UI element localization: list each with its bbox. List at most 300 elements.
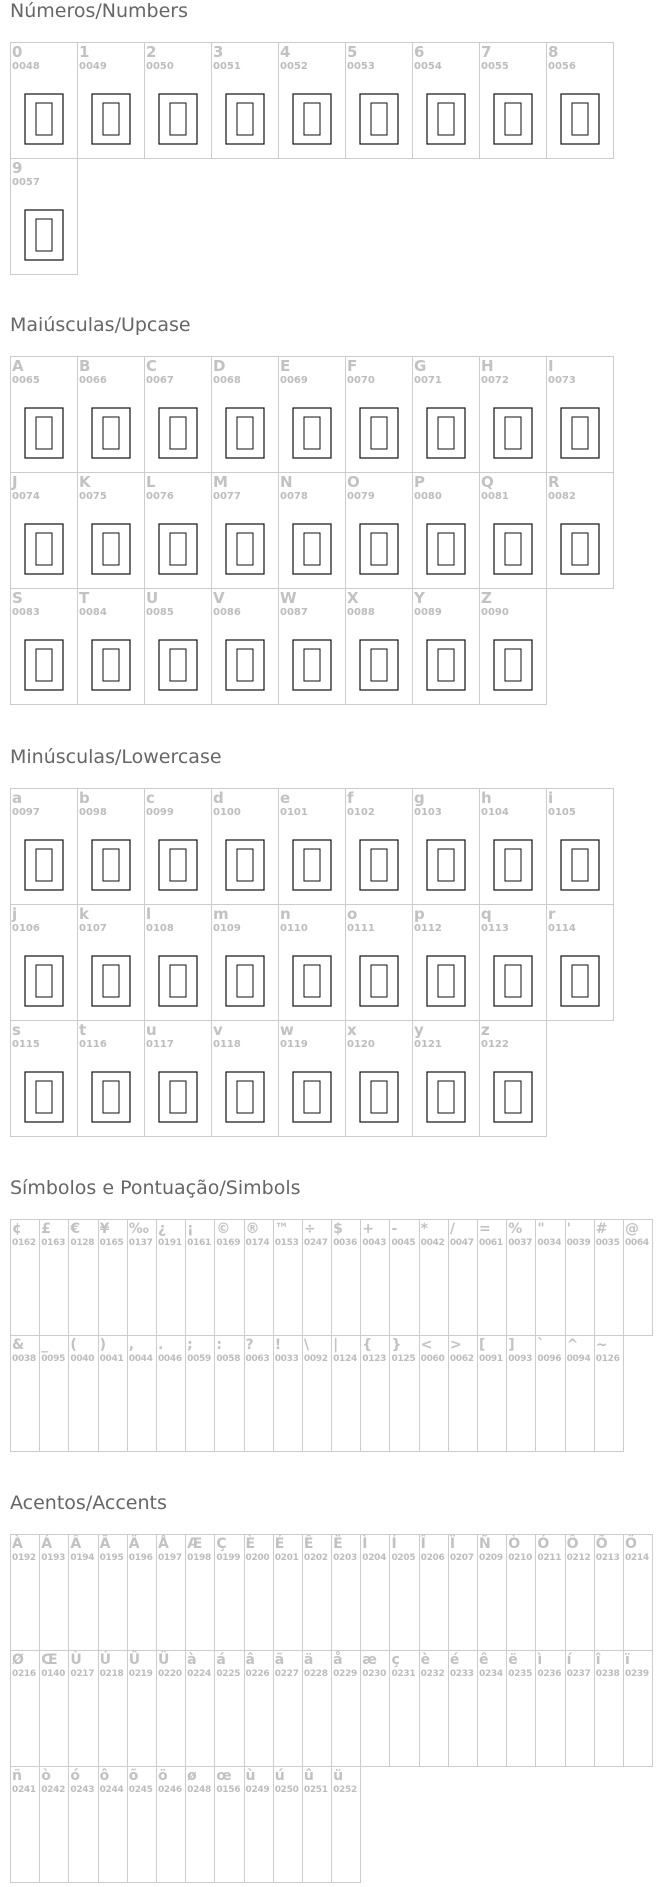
glyph-cell [127,1766,157,1883]
glyph-cell [68,1766,98,1883]
glyph-cell [127,1335,157,1452]
glyph-cell [98,1219,128,1336]
glyph-code-label: 0065 [12,375,40,386]
glyph-cell [506,1335,536,1452]
glyph-code-label: 0199 [216,1553,241,1563]
glyph-char-label: { [362,1337,373,1353]
glyph-char-label: ó [70,1768,80,1784]
glyph-cell [211,588,279,705]
glyph-cell [479,788,547,905]
glyph-cell [156,1335,186,1452]
glyph-char-label: ¡ [187,1221,194,1237]
glyph-cell [77,472,145,589]
glyph-cell [10,1219,40,1336]
glyph-char-label: ò [41,1768,51,1784]
glyph-char-label: ^ [566,1337,579,1353]
glyph-outline-icon [24,955,64,1007]
glyph-code-label: 0081 [481,491,509,502]
section-title-symbols: Símbolos e Pontuação/Simbols [10,1177,301,1199]
glyph-cell [331,1219,361,1336]
glyph-cell [278,356,346,473]
glyph-char-label: U [146,589,159,607]
glyph-char-label: © [216,1221,231,1237]
glyph-cell [412,42,480,159]
glyph-cell [448,1219,478,1336]
glyph-cell [623,1534,653,1651]
glyph-code-label: 0110 [280,923,308,934]
glyph-outline-icon [225,839,265,891]
glyph-char-label: S [12,589,23,607]
glyph-cell [477,1650,507,1767]
glyph-code-label: 0061 [479,1238,503,1248]
glyph-char-label: õ [128,1768,139,1784]
glyph-cell [39,1534,69,1651]
glyph-code-label: 0203 [333,1553,357,1563]
section-title-lowercase: Minúsculas/Lowercase [10,746,222,768]
glyph-cell [144,904,212,1021]
glyph-char-label: È [245,1536,256,1552]
glyph-cell [10,1650,40,1767]
glyph-code-label: 0229 [333,1669,357,1679]
glyph-char-label: 7 [481,43,492,61]
glyph-code-label: 0079 [347,491,375,502]
glyph-outline-icon [493,523,533,575]
glyph-code-label: 0047 [449,1238,474,1248]
glyph-char-label: Â [70,1536,82,1552]
glyph-char-label: ê [479,1652,489,1668]
glyph-char-label: k [79,905,89,923]
glyph-cell [448,1650,478,1767]
glyph-cell [594,1219,624,1336]
glyph-code-label: 0076 [146,491,174,502]
glyph-code-label: 0234 [479,1669,503,1679]
glyph-char-label: u [146,1021,157,1039]
glyph-code-label: 0140 [41,1669,66,1679]
glyph-cell [185,1650,215,1767]
glyph-code-label: 0067 [146,375,174,386]
glyph-char-label: ù [245,1768,256,1784]
glyph-code-label: 0120 [347,1039,375,1050]
glyph-char-label: 5 [347,43,358,61]
glyph-char-label: + [362,1221,374,1237]
glyph-outline-icon [359,639,399,691]
glyph-cell [10,42,78,159]
glyph-cell [360,1650,390,1767]
glyph-char-label: : [216,1337,222,1353]
glyph-cell [144,356,212,473]
glyph-char-label: Ø [12,1652,24,1668]
glyph-char-label: ™ [274,1221,289,1237]
glyph-char-label: ë [508,1652,518,1668]
glyph-char-label: < [420,1337,433,1353]
glyph-char-label: B [79,357,91,375]
glyph-code-label: 0078 [280,491,308,502]
glyph-cell [77,1020,145,1137]
glyph-char-label: d [213,789,224,807]
glyph-code-label: 0049 [79,61,107,72]
glyph-char-label: 3 [213,43,224,61]
glyph-char-label: $ [333,1221,343,1237]
glyph-cell [68,1650,98,1767]
glyph-char-label: Ó [537,1536,550,1552]
glyph-code-label: 0111 [347,923,375,934]
glyph-cell [331,1335,361,1452]
glyph-cell [565,1219,595,1336]
glyph-cell [302,1534,332,1651]
glyph-code-label: 0051 [213,61,241,72]
glyph-code-label: 0074 [12,491,40,502]
glyph-code-label: 0212 [566,1553,591,1563]
glyph-outline-icon [91,639,131,691]
glyph-char-label: Í [391,1536,397,1552]
glyph-char-label: ~ [595,1337,608,1353]
glyph-char-label: ? [245,1337,254,1353]
glyph-char-label: ‰ [128,1221,149,1237]
glyph-code-label: 0218 [99,1669,124,1679]
glyph-code-label: 0201 [274,1553,299,1563]
glyph-char-label: > [449,1337,462,1353]
glyph-outline-icon [493,93,533,145]
glyph-code-label: 0214 [624,1553,649,1563]
glyph-char-label: t [79,1021,87,1039]
glyph-code-label: 0099 [146,807,174,818]
glyph-cell [419,1534,449,1651]
glyph-cell [156,1650,186,1767]
glyph-cell [10,356,78,473]
glyph-outline-icon [292,93,332,145]
glyph-char-label: _ [41,1337,49,1353]
glyph-cell [214,1766,244,1883]
glyph-cell [185,1766,215,1883]
glyph-outline-icon [24,839,64,891]
glyph-cell [244,1766,274,1883]
glyph-cell [345,1020,413,1137]
glyph-cell [546,42,614,159]
glyph-code-label: 0055 [481,61,509,72]
glyph-code-label: 0210 [508,1553,533,1563]
glyph-char-label: T [79,589,90,607]
glyph-cell [77,588,145,705]
glyph-code-label: 0195 [99,1553,124,1563]
glyph-cell [278,788,346,905]
glyph-char-label: x [347,1021,357,1039]
glyph-char-label: J [12,473,18,491]
glyph-code-label: 0252 [333,1785,357,1795]
glyph-char-label: Ì [362,1536,368,1552]
glyph-outline-icon [426,93,466,145]
glyph-outline-icon [493,955,533,1007]
glyph-outline-icon [493,639,533,691]
glyph-char-label: @ [624,1221,639,1237]
glyph-code-label: 0137 [128,1238,153,1248]
glyph-code-label: 0059 [187,1354,211,1364]
glyph-char-label: 6 [414,43,425,61]
glyph-outline-icon [24,523,64,575]
glyph-char-label: ä [303,1652,314,1668]
glyph-code-label: 0209 [479,1553,503,1563]
glyph-code-label: 0126 [595,1354,620,1364]
glyph-code-label: 0100 [213,807,241,818]
glyph-cell [565,1335,595,1452]
glyph-outline-icon [493,839,533,891]
glyph-cell [10,1766,40,1883]
glyph-grid-lowercase [10,788,615,1136]
glyph-code-label: 0205 [391,1553,416,1563]
glyph-cell [477,1219,507,1336]
glyph-char-label: & [12,1337,25,1353]
glyph-outline-icon [359,1071,399,1123]
glyph-outline-icon [560,955,600,1007]
section-title-numbers: Números/Numbers [10,0,188,22]
glyph-char-label: Ï [449,1536,456,1552]
glyph-code-label: 0041 [99,1354,124,1364]
glyph-cell [412,356,480,473]
glyph-cell [77,356,145,473]
glyph-outline-icon [91,1071,131,1123]
glyph-char-label: î [595,1652,601,1668]
glyph-code-label: 0226 [245,1669,270,1679]
glyph-char-label: ï [624,1652,630,1668]
glyph-code-label: 0174 [245,1238,270,1248]
glyph-cell [345,356,413,473]
glyph-code-label: 0089 [414,607,442,618]
glyph-char-label: 9 [12,159,23,177]
glyph-char-label: C [146,357,158,375]
glyph-grid-upcase [10,356,615,704]
glyph-outline-icon [225,1071,265,1123]
glyph-code-label: 0116 [79,1039,107,1050]
glyph-cell [535,1534,565,1651]
glyph-cell [214,1219,244,1336]
glyph-cell [273,1766,303,1883]
glyph-char-label: ã [274,1652,285,1668]
glyph-code-label: 0044 [128,1354,153,1364]
glyph-cell [345,788,413,905]
glyph-cell [389,1650,419,1767]
glyph-cell [412,788,480,905]
glyph-code-label: 0217 [70,1669,95,1679]
glyph-char-label: À [12,1536,23,1552]
glyph-cell [546,904,614,1021]
glyph-char-label: i [548,789,554,807]
glyph-char-label: ì [537,1652,543,1668]
glyph-code-label: 0247 [303,1238,328,1248]
glyph-char-label: ÷ [303,1221,316,1237]
glyph-code-label: 0058 [216,1354,241,1364]
glyph-code-label: 0091 [479,1354,503,1364]
glyph-code-label: 0193 [41,1553,66,1563]
glyph-cell [68,1534,98,1651]
glyph-code-label: 0244 [99,1785,124,1795]
glyph-code-label: 0197 [157,1553,182,1563]
glyph-char-label: ¥ [99,1221,110,1237]
glyph-cell [535,1650,565,1767]
glyph-code-label: 0228 [303,1669,328,1679]
glyph-code-label: 0052 [280,61,308,72]
glyph-outline-icon [24,1071,64,1123]
glyph-cell [10,904,78,1021]
glyph-cell [594,1534,624,1651]
glyph-char-label: ( [70,1337,77,1353]
glyph-code-label: 0050 [146,61,174,72]
glyph-char-label: l [146,905,152,923]
glyph-cell [448,1534,478,1651]
glyph-outline-icon [426,407,466,459]
glyph-code-label: 0096 [537,1354,562,1364]
glyph-cell [623,1650,653,1767]
glyph-cell [98,1766,128,1883]
glyph-char-label: s [12,1021,21,1039]
glyph-cell [211,42,279,159]
glyph-outline-icon [24,93,64,145]
glyph-code-label: 0080 [414,491,442,502]
glyph-char-label: n [280,905,291,923]
glyph-cell [506,1219,536,1336]
glyph-grid-symbols [10,1219,654,1451]
glyph-cell [211,472,279,589]
glyph-outline-icon [91,407,131,459]
glyph-char-label: ` [537,1337,545,1353]
glyph-char-label: D [213,357,226,375]
glyph-code-label: 0036 [333,1238,357,1248]
glyph-char-label: Ü [157,1652,170,1668]
glyph-outline-icon [359,407,399,459]
glyph-code-label: 0238 [595,1669,620,1679]
glyph-char-label: M [213,473,228,491]
glyph-code-label: 0056 [548,61,576,72]
glyph-char-label: \ [303,1337,309,1353]
glyph-outline-icon [158,839,198,891]
glyph-cell [211,1020,279,1137]
glyph-code-label: 0112 [414,923,442,934]
glyph-code-label: 0085 [146,607,174,618]
glyph-char-label: á [216,1652,226,1668]
glyph-cell [302,1766,332,1883]
glyph-code-label: 0114 [548,923,576,934]
glyph-char-label: Ò [508,1536,521,1552]
glyph-char-label: Á [41,1536,53,1552]
glyph-code-label: 0153 [274,1238,299,1248]
glyph-outline-icon [292,639,332,691]
glyph-cell [185,1534,215,1651]
glyph-cell [412,1020,480,1137]
glyph-cell [10,588,78,705]
glyph-cell [389,1534,419,1651]
glyph-code-label: 0128 [70,1238,95,1248]
glyph-char-label: í [566,1652,572,1668]
glyph-cell [506,1534,536,1651]
glyph-char-label: Ù [70,1652,82,1668]
glyph-code-label: 0118 [213,1039,241,1050]
glyph-code-label: 0088 [347,607,375,618]
glyph-cell [278,904,346,1021]
glyph-cell [144,788,212,905]
glyph-char-label: Ã [99,1536,111,1552]
glyph-code-label: 0105 [548,807,576,818]
glyph-char-label: Ç [216,1536,227,1552]
glyph-char-label: L [146,473,156,491]
glyph-code-label: 0117 [146,1039,174,1050]
glyph-outline-icon [158,639,198,691]
glyph-char-label: Ñ [479,1536,491,1552]
glyph-outline-icon [292,523,332,575]
glyph-code-label: 0035 [595,1238,620,1248]
glyph-code-label: 0073 [548,375,576,386]
glyph-cell [10,472,78,589]
glyph-outline-icon [359,93,399,145]
glyph-code-label: 0103 [414,807,442,818]
glyph-char-label: Æ [187,1536,203,1552]
glyph-code-label: 0048 [12,61,40,72]
glyph-cell [273,1335,303,1452]
glyph-code-label: 0194 [70,1553,95,1563]
glyph-cell [419,1335,449,1452]
glyph-code-label: 0097 [12,807,40,818]
glyph-cell [419,1219,449,1336]
glyph-cell [10,1534,40,1651]
glyph-char-label: å [333,1652,343,1668]
glyph-outline-icon [225,955,265,1007]
glyph-code-label: 0213 [595,1553,620,1563]
glyph-code-label: 0224 [187,1669,211,1679]
glyph-cell [244,1335,274,1452]
glyph-char-label: % [508,1221,523,1237]
glyph-outline-icon [560,93,600,145]
glyph-code-label: 0207 [449,1553,474,1563]
glyph-cell [546,472,614,589]
glyph-cell [360,1219,390,1336]
glyph-cell [477,1534,507,1651]
glyph-cell [278,588,346,705]
glyph-cell [345,588,413,705]
glyph-code-label: 0239 [624,1669,649,1679]
glyph-code-label: 0108 [146,923,174,934]
glyph-cell [244,1650,274,1767]
glyph-char-label: h [481,789,492,807]
glyph-char-label: | [333,1337,339,1353]
glyph-char-label: ú [274,1768,285,1784]
glyph-outline-icon [225,523,265,575]
glyph-char-label: û [303,1768,314,1784]
glyph-char-label: € [70,1221,81,1237]
glyph-code-label: 0204 [362,1553,387,1563]
glyph-char-label: y [414,1021,424,1039]
glyph-code-label: 0068 [213,375,241,386]
glyph-code-label: 0156 [216,1785,241,1795]
glyph-char-label: F [347,357,358,375]
glyph-cell [331,1650,361,1767]
glyph-code-label: 0227 [274,1669,299,1679]
glyph-char-label: j [12,905,18,923]
glyph-code-label: 0087 [280,607,308,618]
glyph-char-label: W [280,589,297,607]
glyph-char-label: à [187,1652,197,1668]
glyph-grid-numbers [10,42,615,274]
glyph-outline-icon [560,839,600,891]
glyph-code-label: 0046 [157,1354,182,1364]
glyph-char-label: ® [245,1221,260,1237]
glyph-outline-icon [359,523,399,575]
glyph-char-label: f [347,789,354,807]
glyph-code-label: 0077 [213,491,241,502]
glyph-char-label: v [213,1021,223,1039]
glyph-cell [244,1534,274,1651]
glyph-char-label: É [274,1536,285,1552]
glyph-cell [278,1020,346,1137]
glyph-char-label: Y [414,589,425,607]
glyph-cell [39,1650,69,1767]
glyph-cell [77,788,145,905]
